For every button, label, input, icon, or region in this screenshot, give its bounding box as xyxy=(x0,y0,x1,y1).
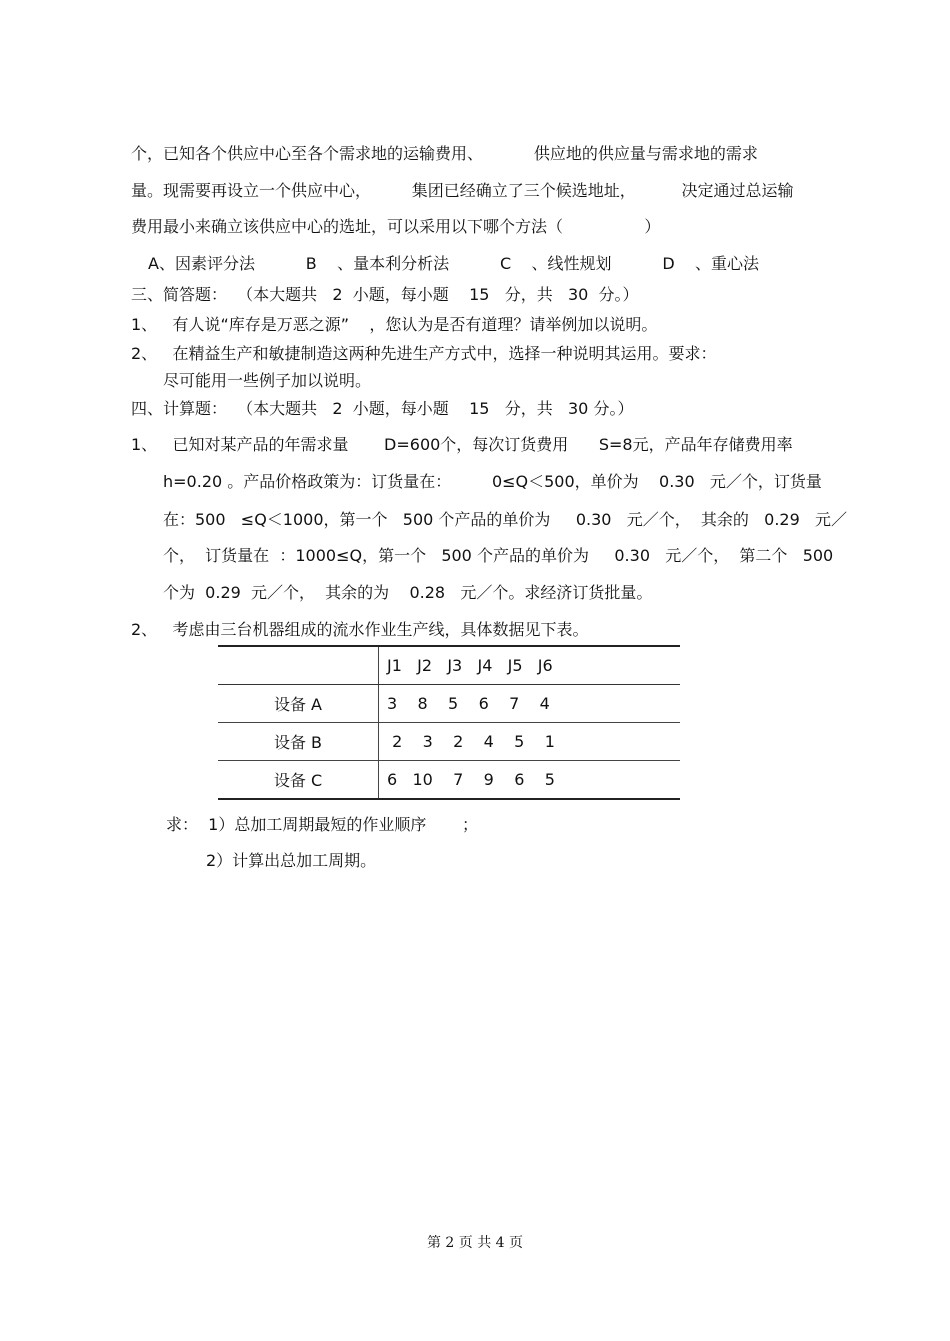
paragraph-line: 个，已知各个供应中心至各个需求地的运输费用、 供应地的供应量与需求地的需求 xyxy=(131,144,758,163)
section-4-title: 四、计算题： （本大题共 2 小题，每小题 15 分，共 30 分。） xyxy=(131,399,634,418)
question-4-1: 1、 已知对某产品的年需求量 D=600个，每次订货费用 S=8元，产品年存储费用率 xyxy=(131,435,793,454)
row-label: 设备 B xyxy=(218,723,379,761)
requirement-1: 求： 1）总加工周期最短的作业顺序 ； xyxy=(166,815,478,834)
requirement-2: 2）计算出总加工周期。 xyxy=(206,851,377,870)
answer-options: A、因素评分法 B 、量本利分析法 C 、线性规划 D 、重心法 xyxy=(148,254,760,273)
table-row xyxy=(218,685,680,723)
paragraph-line: 费用最小来确立该供应中心的选址，可以采用以下哪个方法（ ） xyxy=(131,217,661,236)
question-3-2-cont: 尽可能用一些例子加以说明。 xyxy=(163,371,372,390)
row-label: 设备 A xyxy=(218,685,379,723)
table-row xyxy=(218,723,680,761)
question-4-2: 2、 考虑由三台机器组成的流水作业生产线，具体数据见下表。 xyxy=(131,620,589,639)
machine-time-table xyxy=(218,645,680,800)
table-corner-cell xyxy=(218,646,379,685)
table-row xyxy=(218,761,680,800)
section-3-title: 三、简答题： （本大题共 2 小题，每小题 15 分，共 30 分。） xyxy=(131,285,639,304)
row-values: 3 8 5 6 7 4 xyxy=(379,685,681,723)
question-3-2: 2、 在精益生产和敏捷制造这两种先进生产方式中，选择一种说明其运用。要求： xyxy=(131,344,717,363)
table-header-row xyxy=(218,646,680,685)
row-values: 2 3 2 4 5 1 xyxy=(379,723,681,761)
question-3-1: 1、 有人说“库存是万恶之源” ，您认为是否有道理？请举例加以说明。 xyxy=(131,315,658,334)
question-4-1-cont: 在：500 ≤Q＜1000，第一个 500 个产品的单价为 0.30 元／个， 其余的 0.29 元／ xyxy=(163,510,848,529)
row-values: 6 10 7 9 6 5 xyxy=(387,770,555,789)
question-4-1-cont: 个为 0.29 元／个， 其余的为 0.28 元／个。求经济订货批量。 xyxy=(163,583,653,602)
paragraph-line: 量。现需要再设立一个供应中心， 集团已经确立了三个候选地址， 决定通过总运输 xyxy=(131,181,794,200)
question-4-1-cont: h=0.20 。产品价格政策为：订货量在： 0≤Q＜500，单价为 0.30 元／个，订货量 xyxy=(163,472,822,491)
row-label: 设备 C xyxy=(218,761,379,800)
question-4-1-cont: 个， 订货量在 ：1000≤Q，第一个 500 个产品的单价为 0.30 元／个， 第二个 500 xyxy=(163,546,834,565)
page-footer: 第 2 页 共 4 页 xyxy=(426,1235,524,1251)
job-headers: J1 J2 J3 J4 J5 J6 xyxy=(379,646,681,685)
